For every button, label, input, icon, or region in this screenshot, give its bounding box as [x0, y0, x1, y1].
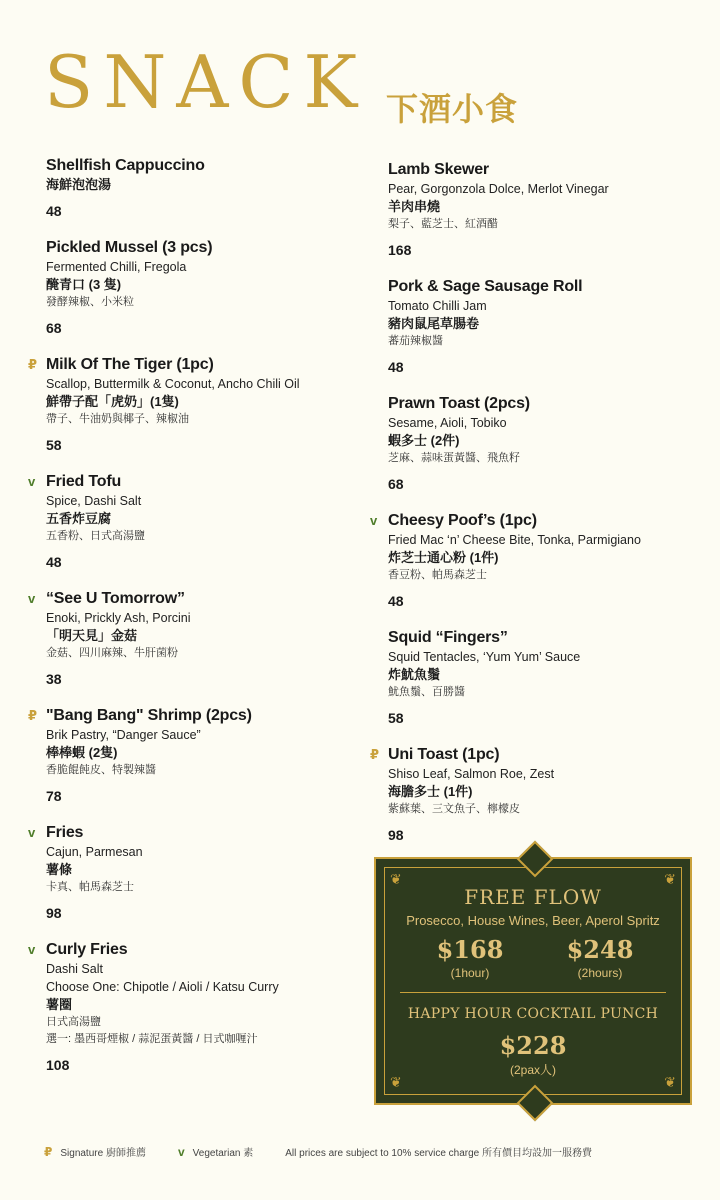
happy-hour-note: (2pax人) — [509, 1063, 556, 1077]
item-desc-zh: 紫蘇葉、三文魚子、檸檬皮 — [388, 803, 520, 815]
item-name: Cheesy Poof’s (1pc) — [388, 512, 537, 529]
item-name-zh: 炸魷魚鬚 — [388, 667, 441, 682]
footer-legend — [44, 1144, 592, 1159]
item-desc: Dashi Salt — [46, 962, 103, 976]
leaf-icon: v — [28, 825, 36, 840]
item-desc-zh: 金菇、四川麻辣、牛肝菌粉 — [46, 647, 178, 659]
item-desc: Fried Mac ‘n’ Cheese Bite, Tonka, Parmigiano — [388, 533, 641, 547]
item-name-zh: 蝦多士 (2件) — [388, 433, 460, 448]
menu-item — [388, 160, 718, 259]
item-desc-zh: 發酵辣椒、小米粒 — [46, 296, 134, 308]
item-name: Prawn Toast (2pcs) — [388, 395, 530, 412]
service-charge-note: All prices are subject to 10% service charge 所有價目均設加一服務費 — [285, 1148, 593, 1159]
item-name-zh: 炸芝士通心粉 (1件) — [388, 550, 499, 565]
item-price: 58 — [46, 437, 62, 453]
leaf-icon: v — [28, 474, 36, 489]
item-name-zh: 鮮帶子配「虎奶」(1隻) — [46, 394, 179, 409]
happy-hour-title: HAPPY HOUR COCKTAIL PUNCH — [407, 1006, 659, 1022]
item-price: 48 — [46, 203, 62, 219]
item-name-zh: 海鮮泡泡湯 — [46, 177, 112, 192]
price-option-2 — [540, 935, 660, 980]
item-desc-zh: 芝麻、蒜味蛋黃醬、飛魚籽 — [388, 452, 520, 464]
item-name: Milk Of The Tiger (1pc) — [46, 356, 214, 373]
item-desc-zh: 五香粉、日式高湯鹽 — [46, 530, 145, 542]
happy-hour-price: $228 — [499, 1031, 567, 1060]
menu-item — [46, 156, 376, 220]
chef-hat-icon: ₽ — [28, 708, 38, 723]
item-desc: Scallop, Buttermilk & Coconut, Ancho Chili Oil — [46, 377, 300, 391]
item-name-zh: 豬肉鼠尾草腸卷 — [388, 316, 480, 331]
free-flow-panel — [374, 857, 692, 1105]
item-name-zh: 「明天見」金菇 — [46, 628, 138, 643]
item-name-zh: 薯圈 — [46, 997, 73, 1012]
free-flow-title: FREE FLOW — [464, 885, 602, 909]
item-name-zh: 醃青口 (3 隻) — [46, 277, 122, 292]
item-price: 98 — [46, 905, 62, 921]
item-name: "Bang Bang" Shrimp (2pcs) — [46, 707, 252, 724]
item-desc-zh: 蕃茄辣椒醬 — [388, 335, 443, 347]
item-price: 98 — [388, 827, 404, 843]
item-price: 48 — [46, 554, 62, 570]
item-name: Shellfish Cappuccino — [46, 157, 205, 174]
menu-title: SNACK — [44, 40, 368, 124]
item-desc-zh: 卡真、帕馬森芝士 — [46, 881, 134, 893]
item-price: 38 — [46, 671, 62, 687]
item-price: 48 — [388, 593, 404, 609]
item-price: 68 — [46, 320, 62, 336]
menu-item — [28, 940, 376, 1074]
item-price: 58 — [388, 710, 404, 726]
item-name-zh: 海膽多士 (1件) — [388, 784, 473, 799]
item-name-zh: 薯條 — [46, 862, 73, 877]
left-column — [28, 156, 376, 1092]
item-desc-zh: 帶子、牛油奶與椰子、辣椒油 — [46, 413, 189, 425]
item-name-zh: 羊肉串燒 — [388, 199, 441, 214]
item-desc: Brik Pastry, “Danger Sauce” — [46, 728, 201, 742]
item-name-zh: 棒棒蝦 (2隻) — [46, 745, 118, 760]
item-desc: Pear, Gorgonzola Dolce, Merlot Vinegar — [388, 182, 609, 196]
vegetarian-legend: Vegetarian 素 — [192, 1148, 254, 1159]
corner-ornament-icon: ❦ — [664, 1074, 676, 1090]
item-name: Uni Toast (1pc) — [388, 746, 500, 763]
menu-item — [388, 277, 718, 376]
leaf-icon: v — [177, 1144, 185, 1159]
item-name: Fried Tofu — [46, 473, 122, 490]
menu-title-chinese: 下酒小食 — [386, 91, 519, 127]
item-desc-zh: 魷魚鬚、百勝醬 — [388, 686, 465, 698]
menu-item — [370, 511, 718, 610]
chef-hat-icon: ₽ — [44, 1144, 53, 1159]
chef-hat-icon: ₽ — [370, 747, 380, 762]
item-desc: Cajun, Parmesan — [46, 845, 143, 859]
divider — [400, 992, 666, 993]
price-value: $168 — [436, 935, 504, 964]
item-desc-zh: 日式高湯鹽 — [46, 1016, 101, 1028]
item-name: Curly Fries — [46, 941, 128, 958]
item-desc: Tomato Chilli Jam — [388, 299, 487, 313]
item-desc-zh: 香豆粉、帕馬森芝士 — [388, 569, 487, 581]
price-option-1 — [410, 935, 530, 980]
item-desc: Enoki, Prickly Ash, Porcini — [46, 611, 191, 625]
menu-item — [46, 238, 376, 337]
leaf-icon: v — [28, 591, 36, 606]
item-desc: Squid Tentacles, ‘Yum Yum’ Sauce — [388, 650, 581, 664]
corner-ornament-icon: ❦ — [390, 871, 402, 887]
right-column — [370, 160, 718, 862]
price-duration: (2hours) — [577, 966, 623, 980]
price-duration: (1hour) — [450, 966, 490, 980]
item-name: Squid “Fingers” — [388, 629, 508, 646]
item-price: 78 — [46, 788, 62, 804]
item-desc-zh: 香脆餛飩皮、特製辣醬 — [46, 764, 156, 776]
menu-item — [28, 706, 376, 805]
menu-item — [388, 628, 718, 727]
item-price: 68 — [388, 476, 404, 492]
leaf-icon: v — [28, 942, 36, 957]
item-desc: Sesame, Aioli, Tobiko — [388, 416, 507, 430]
menu-item — [28, 589, 376, 688]
item-price: 108 — [46, 1057, 70, 1073]
item-name: Pickled Mussel (3 pcs) — [46, 239, 213, 256]
item-desc: Shiso Leaf, Salmon Roe, Zest — [388, 767, 555, 781]
menu-item — [28, 472, 376, 571]
item-name: “See U Tomorrow” — [46, 590, 185, 607]
item-name: Lamb Skewer — [388, 161, 489, 178]
corner-ornament-icon: ❦ — [664, 871, 676, 887]
item-name-zh: 五香炸豆腐 — [46, 511, 112, 526]
item-desc-zh-option: 選一: 墨西哥煙椒 / 蒜泥蛋黃醬 / 日式咖喱汁 — [46, 1033, 258, 1045]
price-value: $248 — [566, 935, 634, 964]
item-price: 48 — [388, 359, 404, 375]
menu-item — [388, 394, 718, 493]
chef-hat-icon: ₽ — [28, 357, 38, 372]
free-flow-subtitle: Prosecco, House Wines, Beer, Aperol Spritz — [406, 913, 660, 928]
item-desc: Spice, Dashi Salt — [46, 494, 142, 508]
item-name: Pork & Sage Sausage Roll — [388, 278, 583, 295]
item-name: Fries — [46, 824, 84, 841]
item-desc-zh: 梨子、藍芝士、紅酒醋 — [388, 218, 498, 230]
menu-item — [370, 745, 718, 844]
item-desc: Fermented Chilli, Fregola — [46, 260, 187, 274]
leaf-icon: v — [370, 513, 378, 528]
item-price: 168 — [388, 242, 412, 258]
menu-item — [28, 823, 376, 922]
corner-ornament-icon: ❦ — [390, 1074, 402, 1090]
menu-item — [28, 355, 376, 454]
signature-legend: Signature 廚師推薦 — [60, 1148, 146, 1159]
item-desc-option: Choose One: Chipotle / Aioli / Katsu Curry — [46, 980, 279, 994]
